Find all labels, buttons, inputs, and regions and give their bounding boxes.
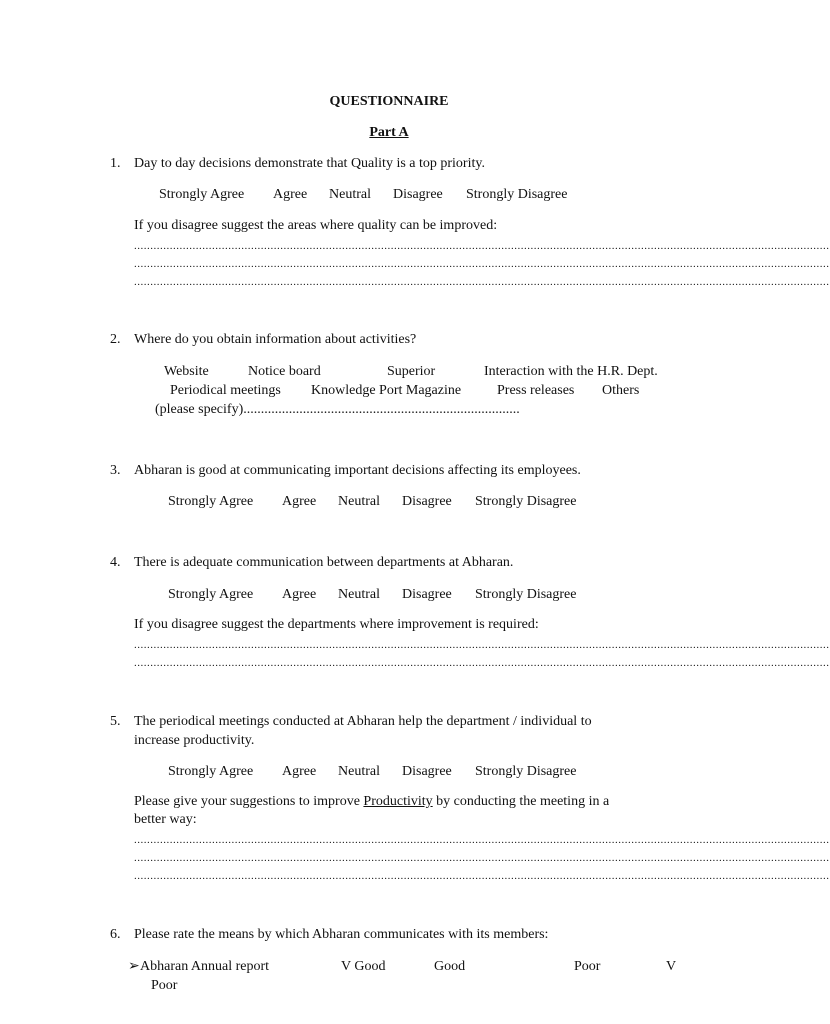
q4-text: There is adequate communication between departments at Abharan. [134, 555, 514, 570]
q4-option-disagree[interactable]: Disagree [402, 587, 452, 602]
q4-number: 4. [110, 555, 121, 570]
q5-followup-emphasis: Productivity [363, 794, 433, 809]
q1-option-strongly-agree[interactable]: Strongly Agree [159, 187, 245, 202]
q6-rating-poor[interactable]: Poor [574, 959, 601, 974]
q6-rating-v-poor[interactable]: V [666, 959, 677, 974]
q2-specify-field[interactable]: (please specify)............................................................................... [155, 402, 520, 417]
q2-option-superior[interactable]: Superior [387, 364, 436, 379]
q4-option-strongly-disagree[interactable]: Strongly Disagree [475, 587, 577, 602]
q6-rating-v-good[interactable]: V Good [341, 959, 386, 974]
q5-text-line-2: increase productivity. [134, 733, 255, 748]
part-heading: Part A [369, 125, 409, 140]
q4-option-strongly-agree[interactable]: Strongly Agree [168, 587, 254, 602]
q4-answer-line-1[interactable]: ...................................................................................................................................................................................................................... [134, 639, 830, 651]
q5-number: 5. [110, 714, 121, 729]
q3-option-strongly-disagree[interactable]: Strongly Disagree [475, 494, 577, 509]
q1-answer-line-2[interactable]: ...................................................................................................................................................................................................................... [134, 258, 830, 270]
q5-followup-pre: Please give your suggestions to improve [134, 794, 364, 809]
q1-answer-line-1[interactable]: ...................................................................................................................................................................................................................... [134, 240, 830, 252]
q5-followup-post: by conducting the meeting in a [432, 794, 610, 809]
q5-option-disagree[interactable]: Disagree [402, 764, 452, 779]
q2-number: 2. [110, 332, 121, 347]
q5-option-agree[interactable]: Agree [282, 764, 317, 779]
q5-option-strongly-disagree[interactable]: Strongly Disagree [475, 764, 577, 779]
q1-followup: If you disagree suggest the areas where quality can be improved: [134, 218, 498, 233]
page-title: QUESTIONNAIRE [329, 94, 449, 109]
q6-rating-v-poor-wrap[interactable]: Poor [151, 978, 178, 993]
q5-answer-line-2[interactable]: ...................................................................................................................................................................................................................... [134, 852, 830, 864]
q3-text: Abharan is good at communicating important decisions affecting its employees. [134, 463, 581, 478]
q6-rating-good[interactable]: Good [434, 959, 466, 974]
q5-option-neutral[interactable]: Neutral [338, 764, 380, 779]
q2-option-website[interactable]: Website [164, 364, 209, 379]
q1-option-neutral[interactable]: Neutral [329, 187, 371, 202]
q2-option-notice-board[interactable]: Notice board [248, 364, 321, 379]
q2-option-others[interactable]: Others [602, 383, 640, 398]
q4-answer-line-2[interactable]: ...................................................................................................................................................................................................................... [134, 657, 830, 669]
q4-option-neutral[interactable]: Neutral [338, 587, 380, 602]
q5-answer-line-1[interactable]: ...................................................................................................................................................................................................................... [134, 834, 830, 846]
q5-text-line-1: The periodical meetings conducted at Abharan help the department / individual to [134, 714, 592, 729]
q5-followup-line-1 [134, 793, 609, 811]
q1-option-strongly-disagree[interactable]: Strongly Disagree [466, 187, 568, 202]
q2-text: Where do you obtain information about activities? [134, 332, 417, 347]
q2-option-press-releases[interactable]: Press releases [497, 383, 575, 398]
q3-option-neutral[interactable]: Neutral [338, 494, 380, 509]
q6-number: 6. [110, 927, 121, 942]
q3-number: 3. [110, 463, 121, 478]
q1-option-disagree[interactable]: Disagree [393, 187, 443, 202]
q6-item-label: Abharan Annual report [140, 959, 270, 974]
arrow-bullet-icon: ➢ [128, 959, 140, 974]
q1-answer-line-3[interactable]: ...................................................................................................................................................................................................................... [134, 276, 830, 288]
q1-text: Day to day decisions demonstrate that Quality is a top priority. [134, 156, 485, 171]
q5-option-strongly-agree[interactable]: Strongly Agree [168, 764, 254, 779]
q6-text: Please rate the means by which Abharan communicates with its members: [134, 927, 549, 942]
q5-followup-line-2: better way: [134, 812, 197, 827]
q2-option-hr-interaction[interactable]: Interaction with the H.R. Dept. [484, 364, 658, 379]
q4-option-agree[interactable]: Agree [282, 587, 317, 602]
q3-option-strongly-agree[interactable]: Strongly Agree [168, 494, 254, 509]
q1-number: 1. [110, 156, 121, 171]
q5-answer-line-3[interactable]: ...................................................................................................................................................................................................................... [134, 870, 830, 882]
q2-option-knowledge-port[interactable]: Knowledge Port Magazine [311, 383, 462, 398]
q1-option-agree[interactable]: Agree [273, 187, 308, 202]
q3-option-agree[interactable]: Agree [282, 494, 317, 509]
q3-option-disagree[interactable]: Disagree [402, 494, 452, 509]
q2-option-periodical-meetings[interactable]: Periodical meetings [170, 383, 281, 398]
q4-followup: If you disagree suggest the departments where improvement is required: [134, 617, 539, 632]
